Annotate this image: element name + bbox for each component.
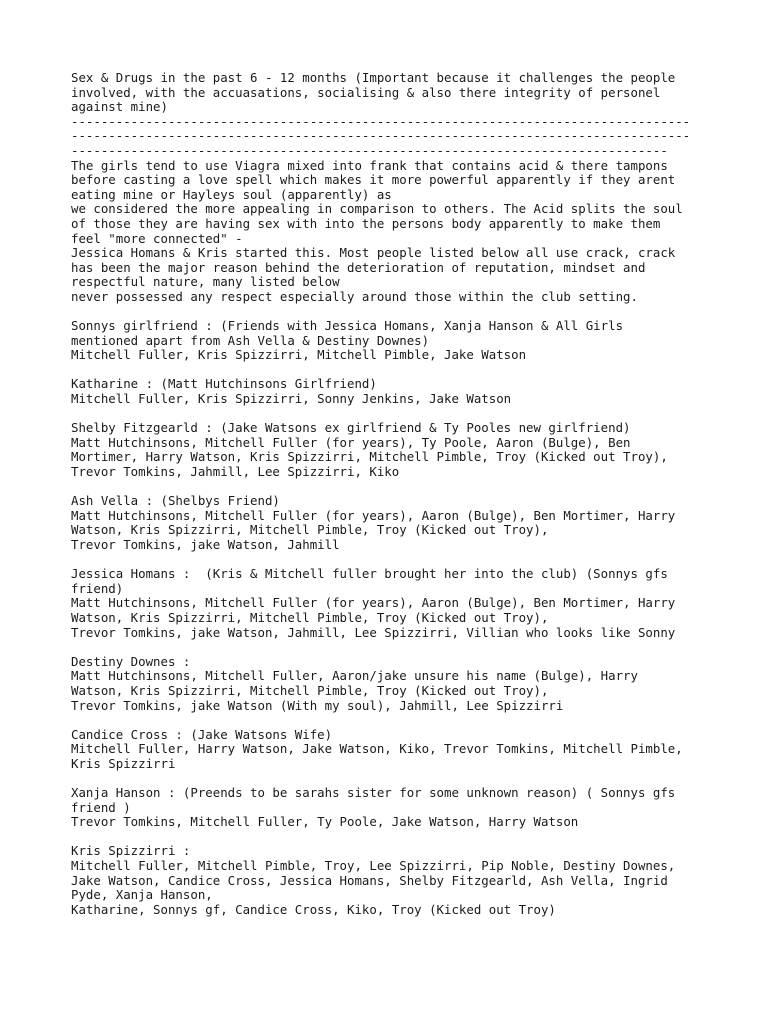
entry-line: mentioned apart from Ash Vella & Destiny Downes) [71, 332, 430, 348]
entry-spacer [71, 713, 711, 728]
entry-line: Watson, Kris Spizzirri, Mitchell Pimble, Troy (Kicked out Troy), [71, 682, 549, 698]
entry-heading: Ash Vella : (Shelbys Friend) [71, 493, 280, 509]
entry-line: Trevor Tomkins, jake Watson, Jahmill, Lee Spizzirri, Villian who looks like Sonny [71, 624, 676, 640]
entry-block [71, 567, 711, 640]
entry-line: Trevor Tomkins, jake Watson (With my soul), Jahmill, Lee Spizzirri [71, 697, 564, 713]
intro-line: Sex & Drugs in the past 6 - 12 months (Important because it challenges the people [71, 70, 676, 85]
entry-heading: Candice Cross : (Jake Watsons Wife) [71, 726, 333, 742]
intro-line: against mine) [71, 99, 168, 115]
entry-line: Matt Hutchinsons, Mitchell Fuller (for years), Ty Poole, Aaron (Bulge), Ben [71, 434, 631, 450]
intro-line: involved, with the accuasations, socialising & also there integrity of personel [71, 84, 661, 100]
entry-heading: Sonnys girlfriend : (Friends with Jessica Homans, Xanja Hanson & All Girls [71, 318, 624, 334]
entry-line: Trevor Tomkins, Jahmill, Lee Spizzirri, Kiko [71, 464, 400, 480]
entry-line: Matt Hutchinsons, Mitchell Fuller, Aaron/jake unsure his name (Bulge), Harry [71, 668, 638, 684]
entry-line: Mitchell Fuller, Harry Watson, Jake Watson, Kiko, Trevor Tomkins, Mitchell Pimble, [71, 741, 683, 757]
entry-block [71, 728, 711, 772]
body-line: The girls tend to use Viagra mixed into frank that contains acid & there tampons [71, 157, 668, 173]
entry-spacer [71, 407, 711, 422]
entry-block [71, 494, 711, 552]
entry-line: Kris Spizzirri [71, 755, 176, 771]
entry-block [71, 786, 711, 830]
divider [71, 115, 711, 159]
entry-line: Mitchell Fuller, Mitchell Pimble, Troy, Lee Spizzirri, Pip Noble, Destiny Downes, [71, 858, 676, 874]
entry-heading: Katharine : (Matt Hutchinsons Girlfriend) [71, 376, 377, 392]
entry-spacer [71, 363, 711, 378]
entry-line: Trevor Tomkins, Mitchell Fuller, Ty Poole, Jake Watson, Harry Watson [71, 814, 579, 830]
entry-spacer [71, 480, 711, 495]
entry-block [71, 844, 711, 917]
body-line: feel "more connected" - [71, 230, 243, 246]
body-line: Jessica Homans & Kris started this. Most people listed below all use crack, crack [71, 245, 676, 261]
body-line: never possessed any respect especially around those within the club setting. [71, 288, 638, 304]
entry-line: Watson, Kris Spizzirri, Mitchell Pimble, Troy (Kicked out Troy), [71, 609, 549, 625]
body-line: we considered the more appealing in comparison to others. The Acid splits the soul [71, 201, 683, 217]
body-line: before casting a love spell which makes it more powerful apparently if they arent [71, 172, 676, 188]
body-line: has been the major reason behind the deterioration of reputation, mindset and [71, 259, 646, 275]
entry-heading: Xanja Hanson : (Preends to be sarahs sister for some unknown reason) ( Sonnys gfs [71, 785, 676, 801]
entry-heading: Destiny Downes : [71, 653, 191, 669]
entry-heading: Shelby Fitzgearld : (Jake Watsons ex girlfriend & Ty Pooles new girlfriend) [71, 420, 631, 436]
entry-line: Mitchell Fuller, Kris Spizzirri, Mitchell Pimble, Jake Watson [71, 347, 527, 363]
entry-spacer [71, 830, 711, 845]
entry-line: Pyde, Xanja Hanson, [71, 887, 213, 903]
document-page [71, 71, 711, 917]
entry-block [71, 655, 711, 713]
entry-spacer [71, 553, 711, 568]
entry-heading: Jessica Homans : (Kris & Mitchell fuller brought her into the club) (Sonnys gfs [71, 566, 668, 582]
divider-line: -------------------------------------------------------------------------------- [71, 143, 668, 158]
entry-line: Matt Hutchinsons, Mitchell Fuller (for years), Aaron (Bulge), Ben Mortimer, Harry [71, 595, 676, 611]
entry-line: friend) [71, 580, 124, 596]
intro-paragraph [71, 71, 711, 115]
entry-line: Trevor Tomkins, jake Watson, Jahmill [71, 537, 340, 552]
entry-line: friend ) [71, 799, 131, 815]
divider-line: ----------------------------------------------------------------------------------- [71, 114, 691, 129]
entry-line: Katharine, Sonnys gf, Candice Cross, Kiko, Troy (Kicked out Troy) [71, 901, 556, 917]
entry-block [71, 421, 711, 479]
entry-spacer [71, 772, 711, 787]
entry-block [71, 319, 711, 363]
entry-line: Mortimer, Harry Watson, Kris Spizzirri, Mitchell Pimble, Troy (Kicked out Troy), [71, 449, 668, 465]
entries-list [71, 305, 711, 918]
body-line: eating mine or Hayleys soul (apparently) as [71, 186, 392, 202]
entry-line: Watson, Kris Spizzirri, Mitchell Pimble, Troy (Kicked out Troy), [71, 522, 549, 538]
body-line: of those they are having sex with into the persons body apparently to make them [71, 215, 661, 231]
divider-line: ----------------------------------------------------------------------------------- [71, 129, 691, 144]
entry-line: Matt Hutchinsons, Mitchell Fuller (for years), Aaron (Bulge), Ben Mortimer, Harry [71, 507, 676, 523]
entry-line: Jake Watson, Candice Cross, Jessica Homans, Shelby Fitzgearld, Ash Vella, Ingrid [71, 872, 668, 888]
entry-heading: Kris Spizzirri : [71, 843, 191, 859]
body-paragraph [71, 159, 711, 305]
entry-block [71, 377, 711, 406]
entry-spacer [71, 640, 711, 655]
entry-line: Mitchell Fuller, Kris Spizzirri, Sonny Jenkins, Jake Watson [71, 391, 512, 407]
body-line: respectful nature, many listed below [71, 274, 340, 290]
entry-spacer [71, 305, 711, 320]
